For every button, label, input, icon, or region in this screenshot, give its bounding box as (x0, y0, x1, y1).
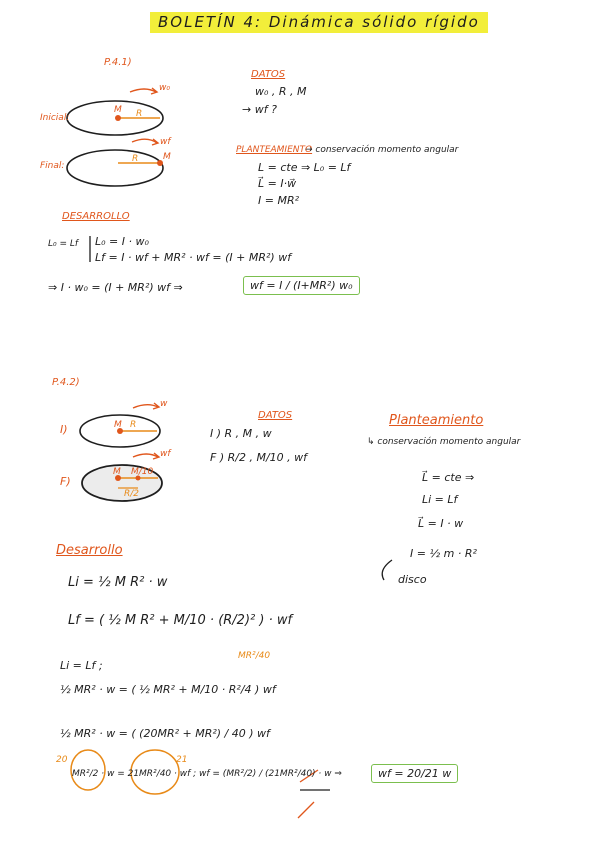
d6-note: 20 (56, 755, 68, 765)
eq2-2: Li = Lf (422, 493, 458, 506)
cross-out-2 (298, 802, 314, 818)
d2-line: Lf = ( ½ M R² + M/10 · (R/2)² ) · wf (68, 613, 293, 628)
eq1: L = cte ⇒ L₀ = Lf (258, 161, 351, 174)
d5-line: ½ MR² · w = ( (20MR² + MR²) / 40 ) wf (60, 727, 270, 740)
m2-label: M (114, 420, 122, 430)
plant2-text: ↳ conservación momento angular (367, 437, 521, 447)
eq3: I = MR² (258, 194, 299, 207)
r2-label: R (130, 420, 137, 430)
problem1-label: P.4.1) (104, 57, 132, 68)
eq2-1: L⃗ = cte ⇒ (422, 471, 475, 484)
final-label: Final: (40, 161, 65, 171)
m10-label: M/10 (131, 467, 154, 477)
m-label: M (114, 105, 122, 115)
datos-line2: → wf ? (242, 103, 277, 116)
datos2-title: DATOS (258, 410, 293, 421)
r-half-label: R/2 (124, 489, 140, 499)
plant2-title: Planteamiento (389, 413, 484, 428)
dev-line2: Lf = I · wf + MR² · wf = (I + MR²) wf (95, 251, 292, 264)
result-box-2: wf = 20/21 w (371, 764, 458, 783)
d4-line: ½ MR² · w = ( ½ MR² + M/10 · R²/4 ) wf (60, 683, 276, 696)
w-label: w (160, 399, 168, 409)
m-final-label: M (163, 152, 171, 162)
r-final-label: R (132, 154, 139, 164)
page-title: BOLETÍN 4: Dinámica sólido rígido (150, 12, 488, 33)
mass-initial-dot (115, 115, 121, 121)
dev-prefix: L₀ = Lf (48, 239, 79, 249)
problem2-label: P.4.2) (52, 377, 80, 388)
desarrollo2-title: Desarrollo (56, 543, 123, 558)
result-box-1: wf = I / (I+MR²) w₀ (243, 276, 360, 295)
eq2: L⃗ = I·w⃗ (258, 177, 297, 190)
dev-line3: ⇒ I · w₀ = (I + MR²) wf ⇒ (48, 281, 183, 294)
d1-line: Li = ½ M R² · w (68, 575, 168, 590)
dev-line1: L₀ = I · w₀ (95, 235, 149, 248)
disco-label: disco (398, 573, 427, 586)
datos2-line2: F ) R/2 , M/10 , wf (210, 451, 308, 464)
r-label: R (136, 109, 143, 119)
w0-label: w₀ (159, 83, 170, 93)
initial2-label: I) (60, 423, 68, 436)
final2-label: F) (60, 475, 71, 488)
desarrollo-title: DESARROLLO (62, 211, 130, 222)
plant-title: PLANTEAMIENTO (236, 145, 313, 155)
eq2-4: I = ½ m · R² (410, 547, 477, 560)
d4-note: MR²/40 (238, 651, 271, 661)
datos2-line1: I ) R , M , w (210, 427, 272, 440)
d3-line: Li = Lf ; (60, 659, 103, 672)
initial-label: Inicial: (40, 113, 70, 123)
d6-line: MR²/2 · w = 21MR²/40 · wf ; wf = (MR²/2) / (21MR²/40) · w ⇒ (72, 769, 342, 779)
eq2-3: L⃗ = I · w (418, 517, 464, 530)
wf-label: wf (160, 137, 171, 147)
datos-line1: w₀ , R , M (255, 85, 307, 98)
datos-title: DATOS (251, 69, 286, 80)
d6-note2: 21 (176, 755, 188, 765)
wf2-label: wf (160, 449, 171, 459)
w0-arrow (130, 89, 156, 92)
m2f-label: M (113, 467, 121, 477)
disk-final-ellipse (67, 150, 163, 186)
plant-text: → conservación momento angular (305, 145, 459, 155)
disco-arrow (382, 560, 392, 580)
